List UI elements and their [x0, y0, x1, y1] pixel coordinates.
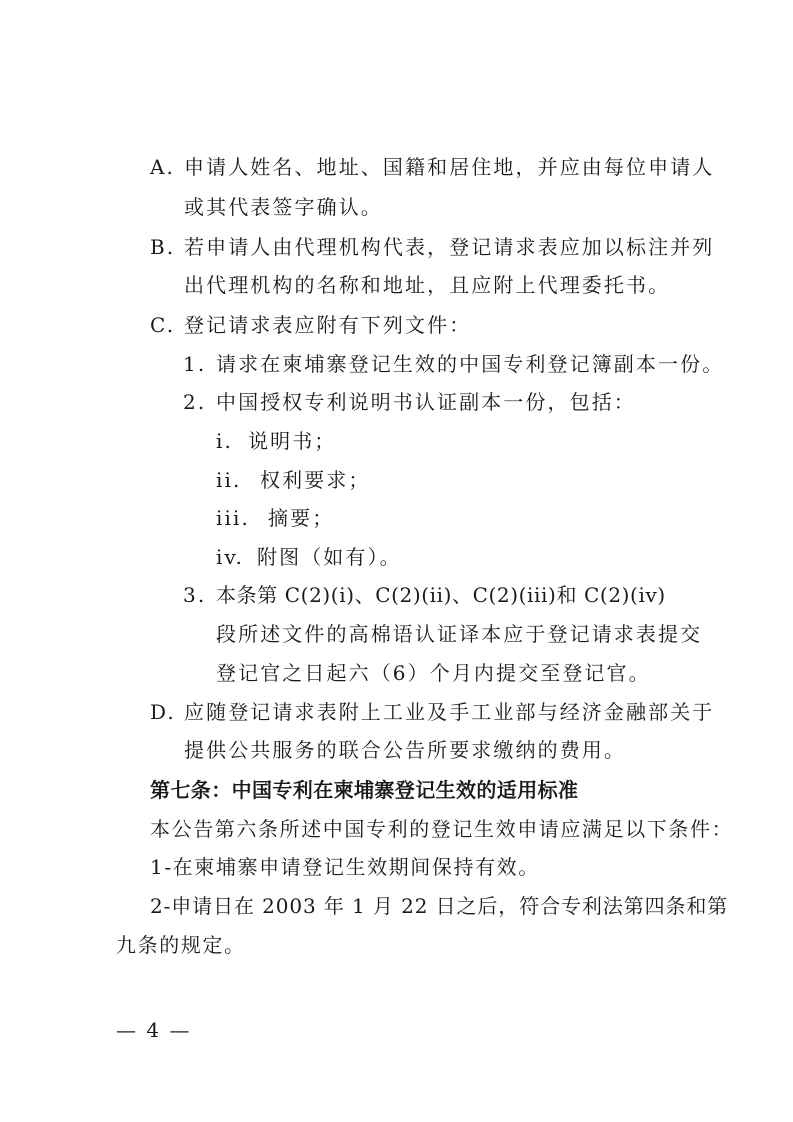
item-text: 本条第 C(2)(i)、C(2)(ii)、C(2)(iii)和 C(2)(iv) [216, 583, 666, 607]
item-marker: 1. [183, 352, 207, 376]
item-marker: i. [216, 429, 233, 453]
sub-item-3-continued: 段所述文件的高棉语认证译本应于登记请求表提交 [216, 622, 703, 646]
paragraph: 本公告第六条所述中国专利的登记生效申请应满足以下条件： [150, 817, 734, 841]
sub-item-3-continued: 登记官之日起六（6）个月内提交至登记官。 [216, 661, 651, 685]
item-text: 请求在柬埔寨登记生效的中国专利登记簿副本一份。 [216, 352, 725, 376]
condition-2: 2-申请日在 2003 年 1 月 22 日之后，符合专利法第四条和第 [150, 894, 729, 918]
article-seven-heading: 第七条：中国专利在柬埔寨登记生效的适用标准 [150, 778, 579, 802]
list-item-b-continued: 出代理机构的名称和地址，且应附上代理委托书。 [184, 273, 671, 297]
item-marker: 2. [183, 390, 207, 414]
item-text: 申请人姓名、地址、国籍和居住地，并应由每位申请人 [184, 155, 715, 179]
item-text: 登记请求表应附有下列文件： [184, 313, 472, 337]
item-marker: C. [150, 313, 176, 337]
item-text: 摘要； [268, 506, 335, 530]
item-text: 权利要求； [260, 468, 371, 492]
item-marker: D. [150, 700, 176, 724]
item-marker: ii. [216, 468, 242, 492]
item-text: 附图（如有）。 [257, 545, 402, 569]
item-marker: A. [150, 155, 176, 179]
item-text: 说明书； [248, 429, 337, 453]
item-marker: iii. [216, 506, 250, 530]
item-marker: iv. [216, 545, 244, 569]
item-text: 若申请人由代理机构代表，登记请求表应加以标注并列 [184, 235, 715, 259]
list-item-a-continued: 或其代表签字确认。 [184, 195, 383, 219]
item-text: 应随登记请求表附上工业及手工业部与经济金融部关于 [184, 700, 715, 724]
condition-1: 1-在柬埔寨申请登记生效期间保持有效。 [150, 855, 540, 879]
list-item-d-continued: 提供公共服务的联合公告所要求缴纳的费用。 [184, 738, 626, 762]
condition-2-continued: 九条的规定。 [116, 933, 246, 957]
item-text: 中国授权专利说明书认证副本一份，包括： [216, 390, 636, 414]
item-marker: 3. [183, 583, 207, 607]
page-number: — 4 — [116, 1018, 192, 1042]
item-marker: B. [150, 235, 176, 259]
